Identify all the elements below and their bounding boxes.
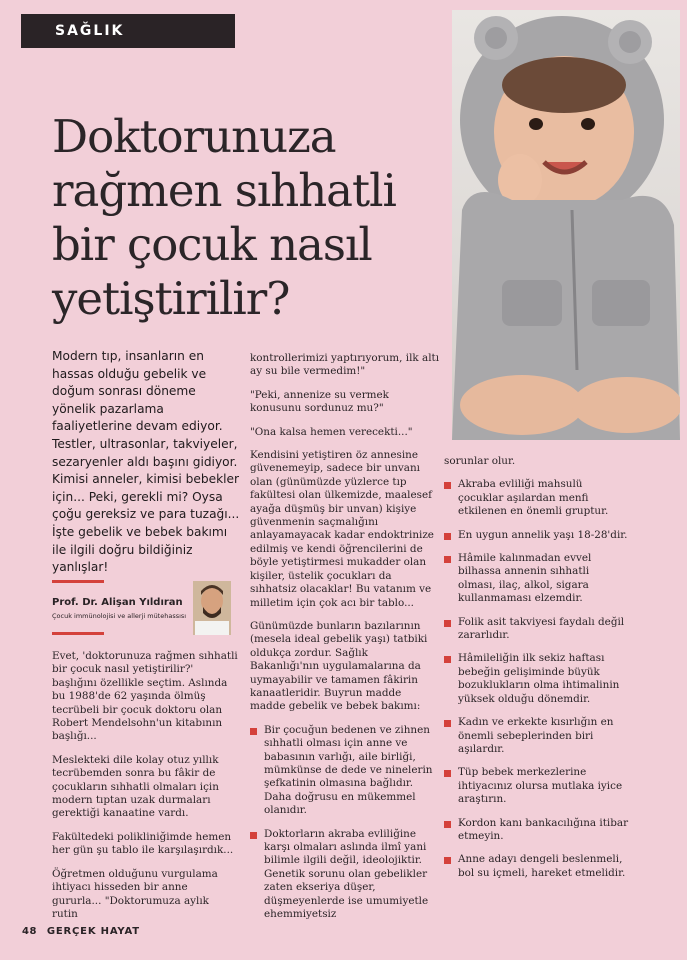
bullet-square-icon (444, 620, 451, 627)
bullet-item (444, 817, 629, 844)
bullet-text: Anne adayı dengeli beslenmeli, bol su içmeli, hareket etmelidir. (458, 853, 626, 879)
section-tag: SAĞLIK (21, 14, 235, 48)
bullet-square-icon (444, 770, 451, 777)
bullet-square-icon (250, 728, 257, 735)
author-rule-top (52, 580, 104, 583)
col1-paragraph: Evet, 'doktorunuza rağmen sıhhatli bir çocuk nasıl yetiştirilir?' başlığını özellikle seçtim. Aslında bu 1988'de 62 yaşında ölmüş tecrübeli bir çocuk doktoru olan Robert Mendelsohn'un kitabının başlığı... (52, 650, 238, 743)
article-lead: Modern tıp, insanların en hassas olduğu gebelik ve doğum sonrası döneme yönelik pazarlama faaliyetlerine devam ediyor. Testler, ultrasonlar, takviyeler, sezaryenler aldı başını gidiyor. Kimisi anneler, kimisi bebekler için... Peki, gerekli mi? Oysa çoğu gereksiz ve para tuzağı... İşte gebelik ve bebek bakımı ile ilgili doğru bildiğiniz yanlışlar! (52, 349, 240, 575)
col2-paragraph: "Ona kalsa hemen verecekti..." (250, 425, 413, 438)
column-1 (52, 650, 238, 931)
bullet-item (444, 652, 629, 706)
author-portrait (193, 581, 231, 635)
bullet-square-icon (250, 832, 257, 839)
bullet-square-icon (444, 656, 451, 663)
bullet-text: Hâmileliğin ilk sekiz haftası bebeğin gelişiminde büyük bozuklukların olma ihtimalinin yüksek olduğu dönemdir. (458, 652, 620, 705)
column-3 (444, 455, 629, 890)
col1-paragraph: Fakültedeki polikliniğimde hemen her gün şu tablo ile karşılaşırdık... (52, 830, 234, 857)
bullet-text: Folik asit takviyesi faydalı değil zararlıdır. (458, 615, 625, 642)
bullet-square-icon (444, 533, 451, 540)
col2-paragraph: "Peki, annenize su vermek konusunu sordunuz mu?" (250, 388, 389, 415)
page-number: 48 (22, 926, 37, 937)
baby-illustration (452, 10, 680, 440)
col1-paragraph: Meslekteki dile kolay otuz yıllık tecrübemden sonra bu fâkir de çocukların sıhhatli olmaları için modern tıptan uzak durmaları gerektiği kanaatine vardı. (52, 753, 219, 820)
author-avatar (193, 581, 231, 635)
bullet-item (444, 552, 629, 606)
bullet-square-icon (444, 556, 451, 563)
bullet-item (444, 766, 629, 806)
continued-text (444, 455, 629, 468)
bullet-item (444, 478, 629, 518)
bullet-text: Kadın ve erkekte kısırlığın en önemli sebeplerinden biri aşılardır. (458, 716, 614, 755)
col2-paragraph: Günümüzde bunların bazılarının (mesela ideal gebelik yaşı) tatbiki oldukça zordur. Sağlık Bakanlığı'nın uygulamalarına da uymayabilir ve tamamen fâkirin kanaatleridir. Buyrun madde madde gebelik ve bebek bakımı: (250, 619, 428, 713)
article-title: Doktorunuza rağmen sıhhatli bir çocuk nasıl yetiştirilir? (52, 110, 396, 325)
bullet-item (444, 853, 629, 880)
bullet-text: Hâmile kalınmadan evvel bilhassa annenin sıhhatli olması, ilaç, alkol, sigara kullanmaması elzemdir. (458, 552, 592, 605)
bullet-square-icon (444, 482, 451, 489)
bullet-text: Tüp bebek merkezlerine ihtiyacınız olursa mutlaka iyice araştırın. (458, 766, 623, 806)
bullet-text: Akraba evliliği mahsulü çocuklar aşılardan menfi etkilenen en önemli gruptur. (458, 478, 609, 518)
column-2 (250, 352, 440, 931)
publication-name: GERÇEK HAYAT (46, 926, 140, 937)
author-block (52, 597, 192, 620)
col2-paragraph: Kendisini yetiştiren öz annesine güvenemeyip, sadece bir unvanı olan (günümüzde yüzlerce tıp fakültesi olan ülkemizde, maalesef ayağa düşmüş bir unvan) kişiye güvenmenin saçmalığını anlayamayacak kadar endoktrinize edilmiş ve kendi öğrencilerini de böyle yetiştirmesi mukadder olan kişiler, üstelik çocukları da sıhhatsiz olacaklar! Bu vatanım ve milletim için çok acı bir tablo... (250, 449, 434, 609)
continued-text-label: sorunlar olur. (444, 455, 516, 467)
author-role: Çocuk immünolojisi ve allerji mütehassısı (52, 612, 187, 620)
bullet-item (250, 828, 440, 922)
author-name: Prof. Dr. Alişan Yıldıran (52, 597, 183, 608)
bullet-text: Bir çocuğun bedenen ve zihnen sıhhatli olması için anne ve babasının varlığı, aile birliği, mümkünse de dede ve ninelerin şefkatinin olmasına bağlıdır. Daha doğrusu en mükemmel olanıdır. (264, 723, 433, 817)
bullet-text: Doktorların akraba evliliğine karşı olmaları aslında ilmî yani bilimle ilgili değil, ideolojiktir. Genetik sorunu olan gebelikler zaten ekseriya düşer, düşmeyenlerde ise umumiyetle ehemmiyetsiz (264, 827, 429, 921)
author-rule-bottom (52, 632, 104, 635)
page-footer (22, 926, 146, 937)
bullet-square-icon (444, 857, 451, 864)
col1-paragraph: Öğretmen olduğunu vurgulama ihtiyacı hisseden bir anne gururla... "Doktorumuza aylık rutin (52, 867, 218, 920)
bullet-item (444, 616, 629, 643)
bullet-item (250, 724, 440, 818)
bullet-square-icon (444, 720, 451, 727)
bullet-item (444, 529, 629, 542)
bullet-text: Kordon kanı bankacılığına itibar etmeyin. (458, 816, 629, 842)
bullet-square-icon (444, 821, 451, 828)
bullet-item (444, 716, 629, 756)
col2-paragraph: kontrollerimizi yaptırıyorum, ilk altı ay su bile vermedim!" (250, 352, 440, 378)
bullet-text: En uygun annelik yaşı 18-28'dir. (458, 528, 628, 541)
baby-photo (452, 10, 680, 440)
